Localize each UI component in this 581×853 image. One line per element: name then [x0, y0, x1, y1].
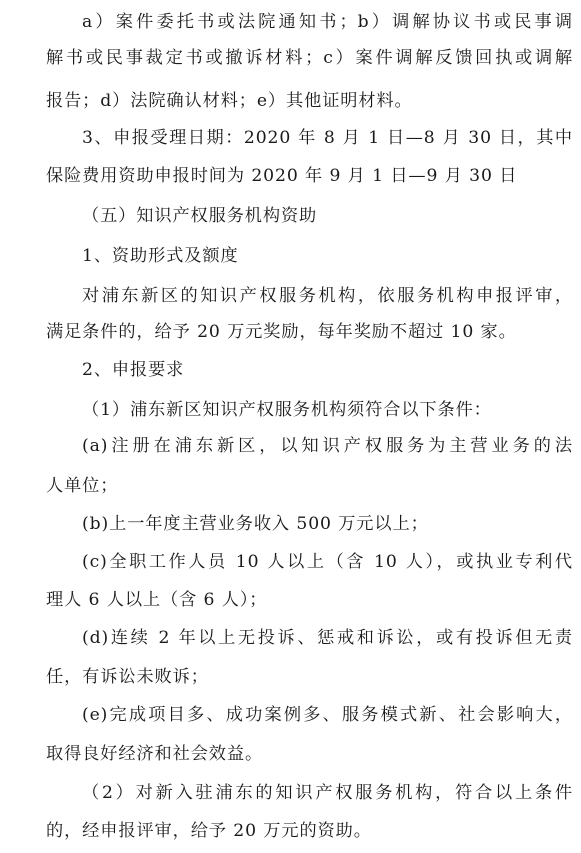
text-line-17: (d)连续 2 年以上无投诉、惩戒和诉讼，或有投诉但无责	[82, 628, 573, 648]
text-line-21: （2）对新入驻浦东的知识产权服务机构，符合以上条件	[82, 783, 573, 803]
text-line-2: 解书或民事裁定书或撤诉材料；c）案件调解反馈回执或调解	[46, 48, 573, 68]
text-line-12: (a)注册在浦东新区，以知识产权服务为主营业务的法	[82, 436, 573, 456]
text-line-5: 保险费用资助申报时间为 2020 年 9 月 1 日—9 月 30 日	[46, 166, 518, 186]
text-line-20: 取得良好经济和社会效益。	[46, 744, 264, 764]
text-line-9: 满足条件的，给予 20 万元奖励，每年奖励不超过 10 家。	[46, 322, 517, 342]
text-line-18: 任，有诉讼未败诉；	[46, 667, 209, 687]
text-line-14: (b)上一年度主营业务收入 500 万元以上；	[82, 514, 429, 534]
text-line-19: (e)完成项目多、成功案例多、服务模式新、社会影响大，	[82, 705, 573, 725]
text-line-7: 1、资助形式及额度	[82, 246, 239, 266]
text-line-13: 人单位；	[46, 476, 119, 496]
section-heading: （五）知识产权服务机构资助	[82, 206, 318, 226]
text-line-11: （1）浦东新区知识产权服务机构须符合以下条件：	[82, 400, 492, 420]
text-line-15: (c)全职工作人员 10 人以上（含 10 人），或执业专利代	[82, 552, 573, 572]
text-line-10: 2、申报要求	[82, 360, 185, 380]
text-line-16: 理人 6 人以上（含 6 人）；	[46, 590, 268, 610]
text-line-3: 报告；d）法院确认材料；e）其他证明材料。	[46, 91, 413, 111]
text-line-1: a）案件委托书或法院通知书；b）调解协议书或民事调	[82, 12, 573, 32]
text-line-22: 的，经申报评审，给予 20 万元的资助。	[46, 821, 372, 841]
text-line-8: 对浦东新区的知识产权服务机构，依服务机构申报评审，	[82, 286, 573, 306]
text-line-4: 3、申报受理日期：2020 年 8 月 1 日—8 月 30 日，其中	[82, 128, 573, 148]
